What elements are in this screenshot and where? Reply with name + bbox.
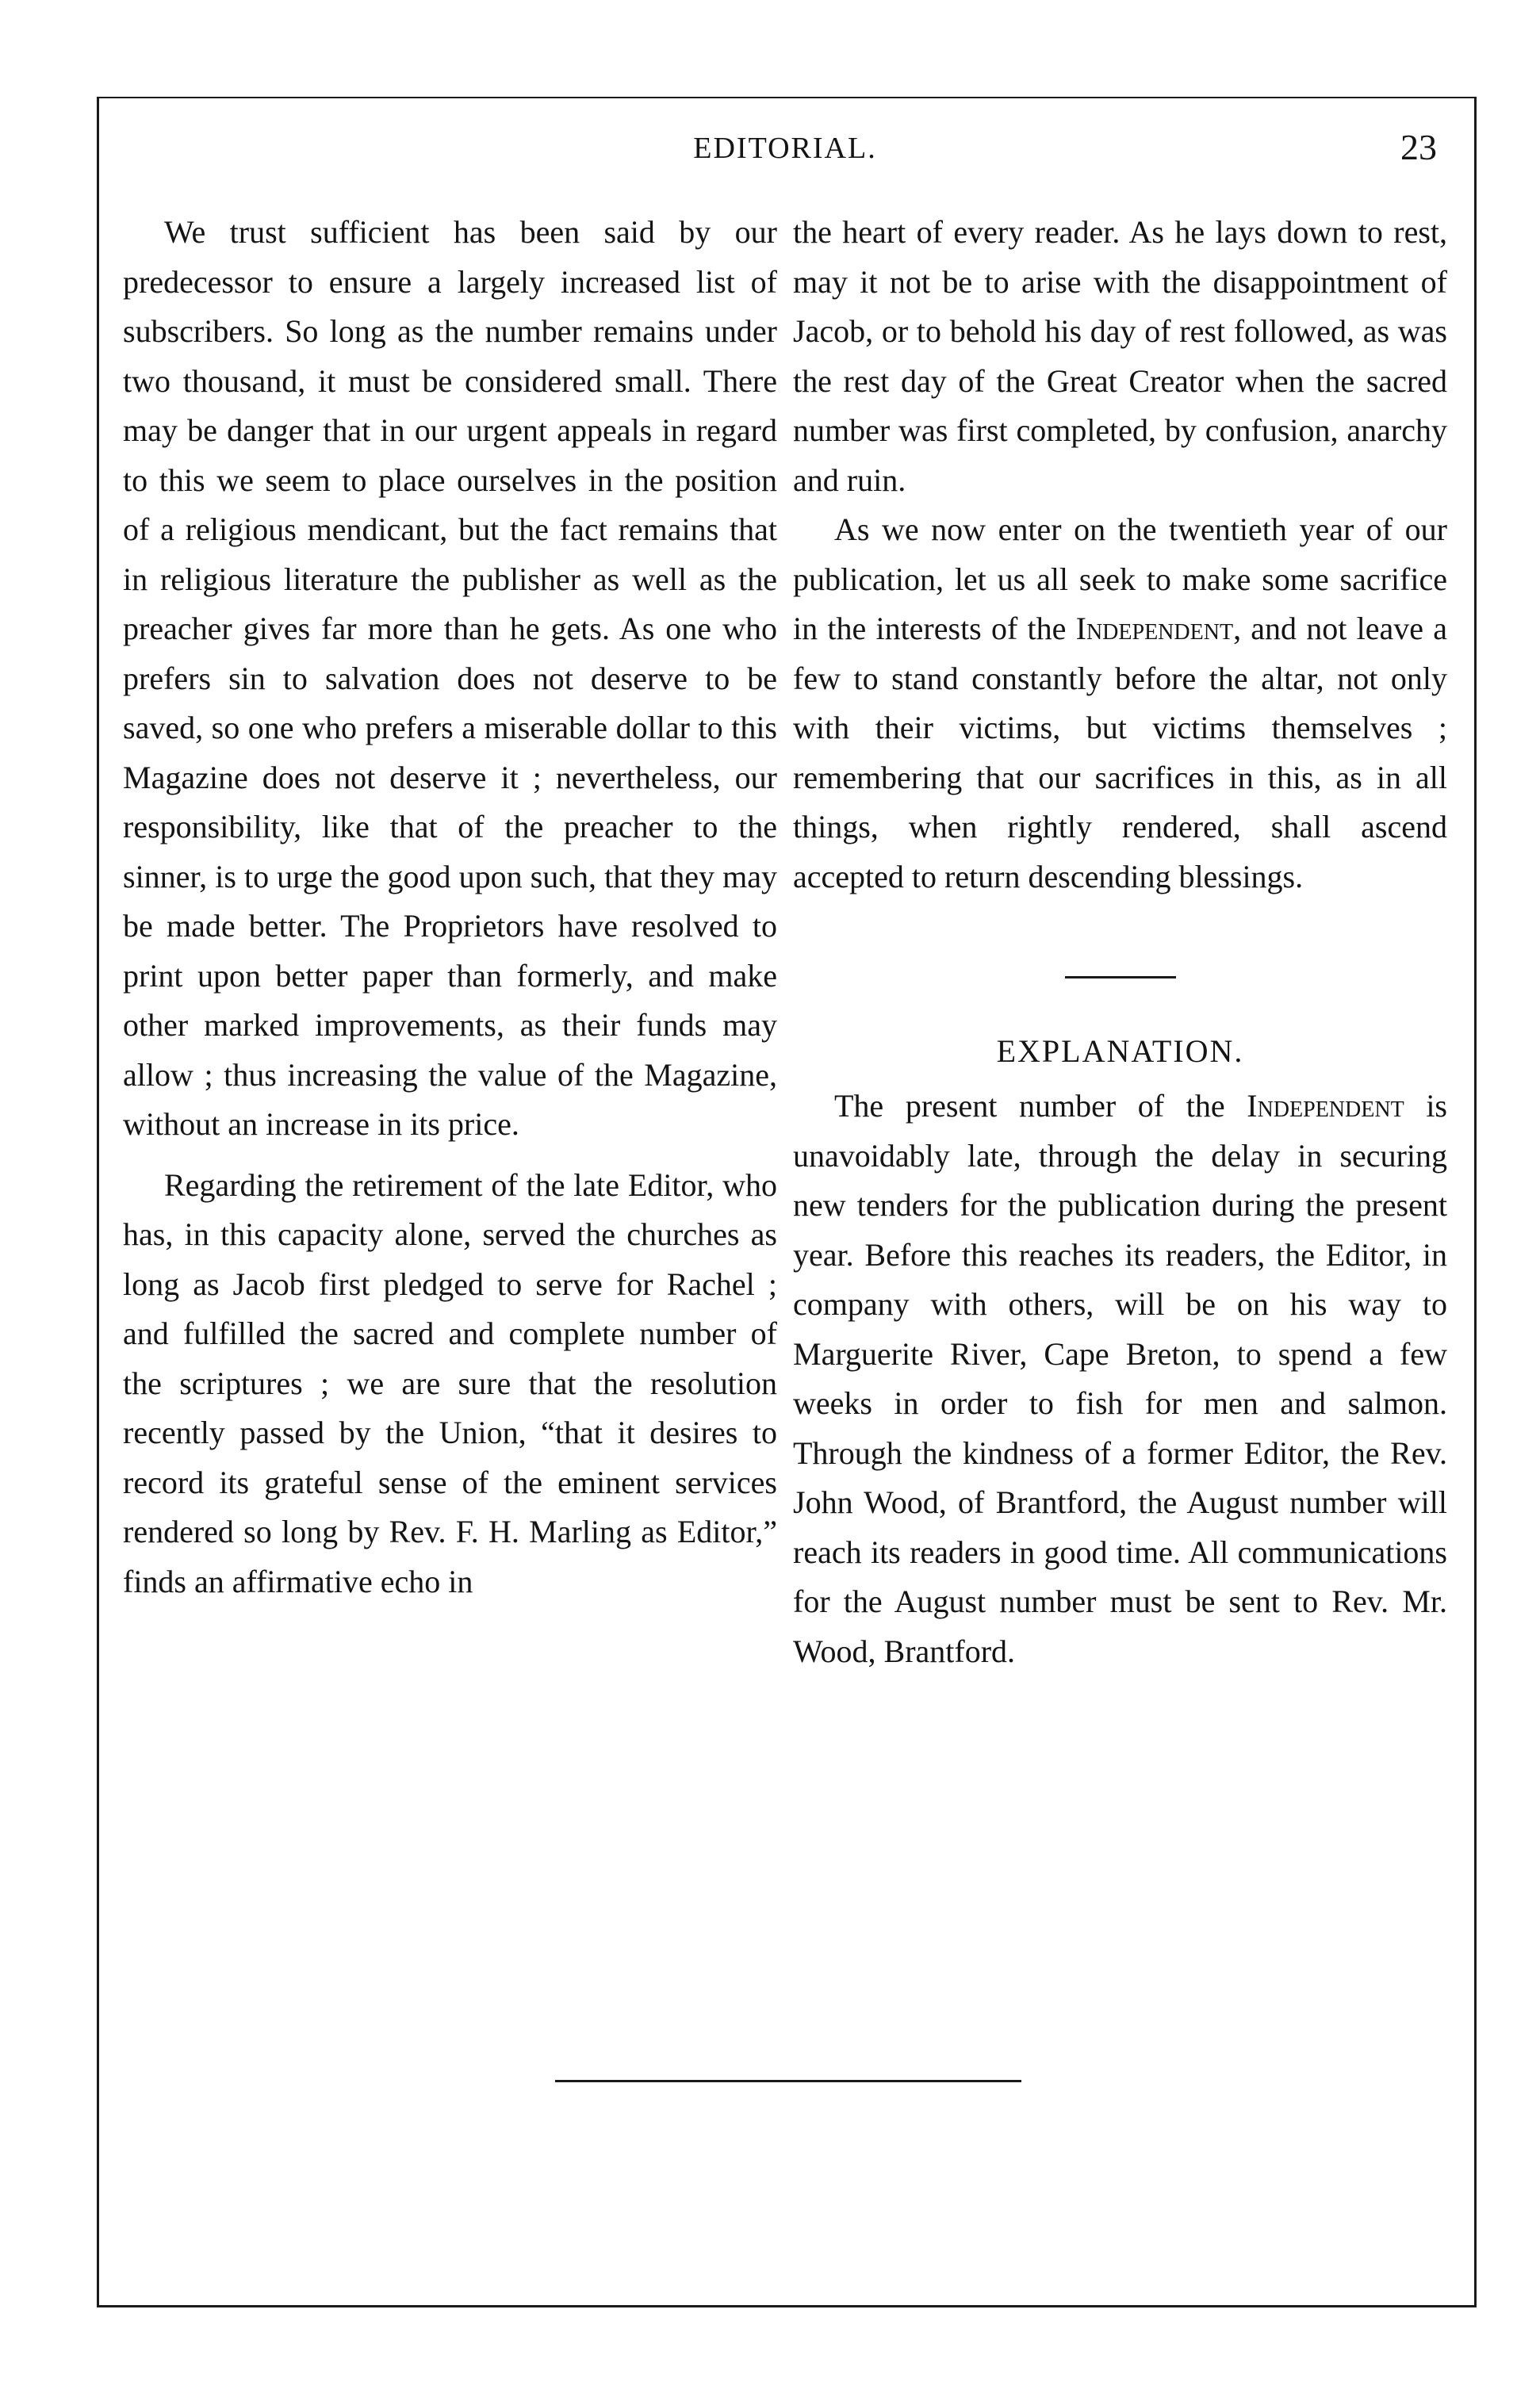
paragraph-continuation: the heart of every reader. As he lays down to rest, may it not be to arise with the disappointment of Jacob, or to behold his day of rest followed, as was the rest day of the Great Creator when the sacred number was first completed, by confusion, anarchy and ruin. [793, 214, 1447, 498]
magazine-name: Independent [1075, 611, 1234, 646]
right-column [793, 208, 1447, 1676]
magazine-name: Independent [1247, 1088, 1404, 1124]
paragraph-text: The present number of the [834, 1088, 1225, 1124]
paragraph-text: As we now enter on the twentieth year of our publication, let us all seek to make some sacrifice in the interests of the [793, 511, 1447, 646]
paragraph-text: is unavoidably late, through the delay in securing new tenders for the publication during the present year. Before this reaches its readers, the Editor, in company with others, will be on his way to Marguerite River, Cape Breton, to spend a few weeks in order to fish for men and salmon. Through the kindness of a former Editor, the Rev. John Wood, of Brantford, the August number will reach its readers in good time. All communications for the August number must be sent to Rev. Mr. Wood, Brantford. [793, 1088, 1448, 1669]
section-divider [1065, 976, 1176, 978]
end-rule [555, 2080, 1021, 2082]
section-heading: EXPLANATION. [996, 1033, 1244, 1069]
page-header [111, 127, 1459, 178]
paragraph-retirement: Regarding the retirement of the late Editor, who has, in this capacity alone, served the churches as long as Jacob first pledged to serve for Rachel ; and fulfilled the sacred and complete number of the scriptures ; we are sure that the resolution recently passed by the Union, “that it desires to record its grateful sense of the eminent services rendered so long by Rev. F. H. Marling as Editor,” finds an affirmative echo in [123, 1166, 777, 1599]
paragraph-subscribers: We trust sufficient has been said by our predecessor to ensure a largely increased list of subscribers. So long as the number remains under two thousand, it must be considered small. There may be danger that in our urgent appeals in regard to this we seem to place ourselves in the position of a religious mendicant, but the fact remains that in religious literature the publisher as well as the preacher gives far more than he gets. As one who prefers sin to salvation does not deserve to be saved, so one who prefers a miserable dollar to this Magazine does not deserve it ; nevertheless, our responsibility, like that of the preacher to the sinner, is to urge the good upon such, that they may be made better. The Proprietors have resolved to print upon better paper than formerly, and make other marked improvements, as their funds may allow ; thus increasing the value of the Magazine, without an increase in its price. [123, 214, 777, 1142]
paragraph-explanation [793, 1082, 1447, 1676]
running-head: EDITORIAL. [693, 132, 877, 165]
paragraph-twentieth-year [793, 505, 1447, 902]
page-number: 23 [1400, 127, 1437, 167]
paragraph-text: , and not leave a few to stand constantly before the altar, not only with their victims, but victims themselves ; remembering that our sacrifices in this, as in all things, when rightly rendered, shall ascend accepted to return descending blessings. [793, 611, 1447, 894]
left-column [123, 208, 777, 1607]
